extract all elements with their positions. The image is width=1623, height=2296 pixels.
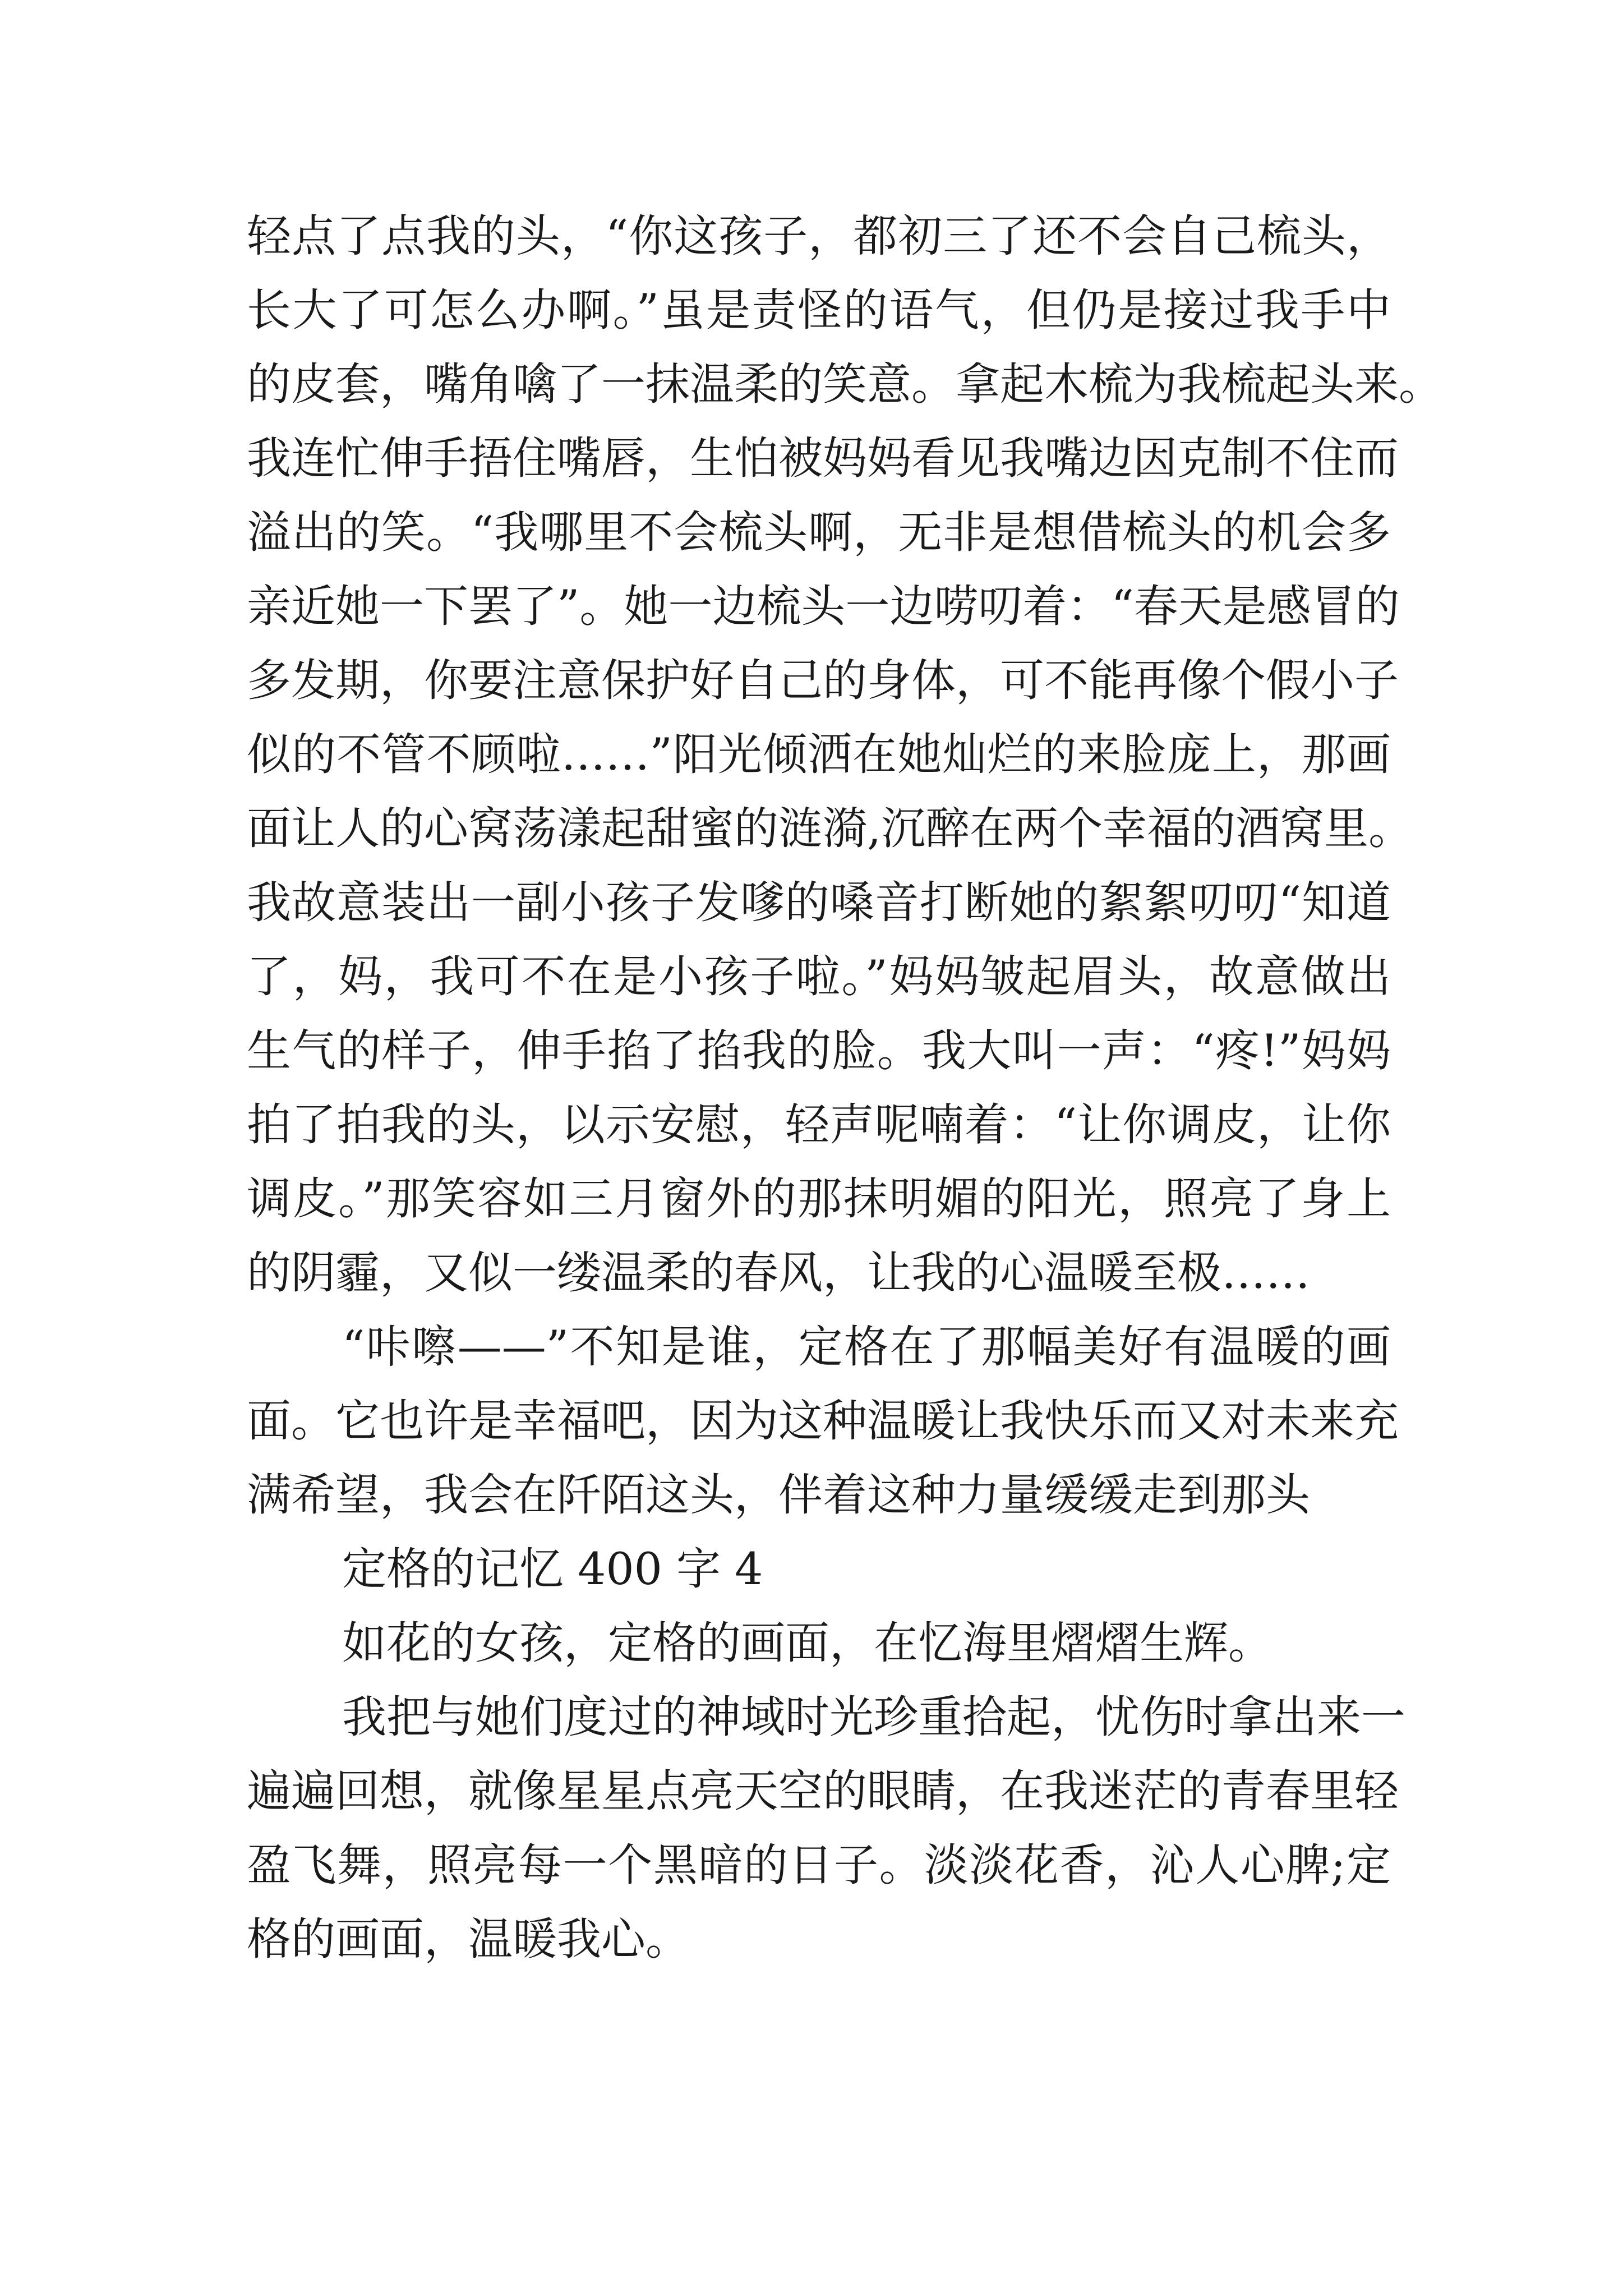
section-heading: 定格的记忆 400 字 4: [342, 1543, 763, 1595]
text-line: 长大了可怎么办啊。”虽是责怪的语气，但仍是接过我手中: [247, 284, 1391, 336]
text-line: 我连忙伸手捂住嘴唇，生怕被妈妈看见我嘴边因克制不住而: [247, 432, 1399, 484]
paragraph-first-line: “咔嚓——”不知是谁，定格在了那幅美好有温暖的画: [342, 1321, 1391, 1373]
text-line: 多发期，你要注意保护好自己的身体，可不能再像个假小子: [247, 655, 1399, 706]
text-line: 面让人的心窝荡漾起甜蜜的涟漪,沉醉在两个幸福的酒窝里。: [247, 803, 1413, 854]
text-line: 面。它也许是幸福吧，因为这种温暖让我快乐而又对未来充: [247, 1395, 1399, 1447]
text-line: 的阴霾，又似一缕温柔的春风，让我的心温暖至极……: [247, 1247, 1310, 1299]
text-line: 轻点了点我的头，“你这孩子，都初三了还不会自己梳头，: [247, 210, 1391, 262]
text-line: 生气的样子，伸手掐了掐我的脸。我大叫一声：“疼!”妈妈: [247, 1025, 1391, 1076]
text-line: 盈飞舞，照亮每一个黑暗的日子。淡淡花香，沁人心脾;定: [247, 1839, 1391, 1891]
text-line: 我故意装出一副小孩子发嗲的嗓音打断她的絮絮叨叨“知道: [247, 877, 1391, 928]
text-line: 调皮。”那笑容如三月窗外的那抹明媚的阳光，照亮了身上: [247, 1173, 1391, 1225]
text-line: 溢出的笑。“我哪里不会梳头啊，无非是想借梳头的机会多: [247, 507, 1391, 558]
body-text: [247, 199, 1443, 1976]
paragraph-first-line: 我把与她们度过的神域时光珍重拾起，忧伤时拿出来一: [342, 1691, 1405, 1743]
paragraph-first-line: 如花的女孩，定格的画面，在忆海里熠熠生辉。: [342, 1617, 1272, 1669]
text-line: 亲近她一下罢了”。她一边梳头一边唠叨着：“春天是感冒的: [247, 581, 1400, 632]
text-line: 似的不管不顾啦……”阳光倾洒在她灿烂的来脸庞上，那画: [247, 729, 1391, 780]
text-line: 遍遍回想，就像星星点亮天空的眼睛，在我迷茫的青春里轻: [247, 1765, 1399, 1817]
text-line: 格的画面，温暖我心。: [247, 1913, 690, 1965]
text-line: 了，妈，我可不在是小孩子啦。”妈妈皱起眉头，故意做出: [247, 951, 1391, 1002]
text-line: 满希望，我会在阡陌这头，伴着这种力量缓缓走到那头: [247, 1469, 1310, 1521]
text-line: 拍了拍我的头，以示安慰，轻声呢喃着：“让你调皮，让你: [247, 1099, 1391, 1151]
text-line: 的皮套，嘴角噙了一抹温柔的笑意。拿起木梳为我梳起头来。: [247, 358, 1443, 410]
